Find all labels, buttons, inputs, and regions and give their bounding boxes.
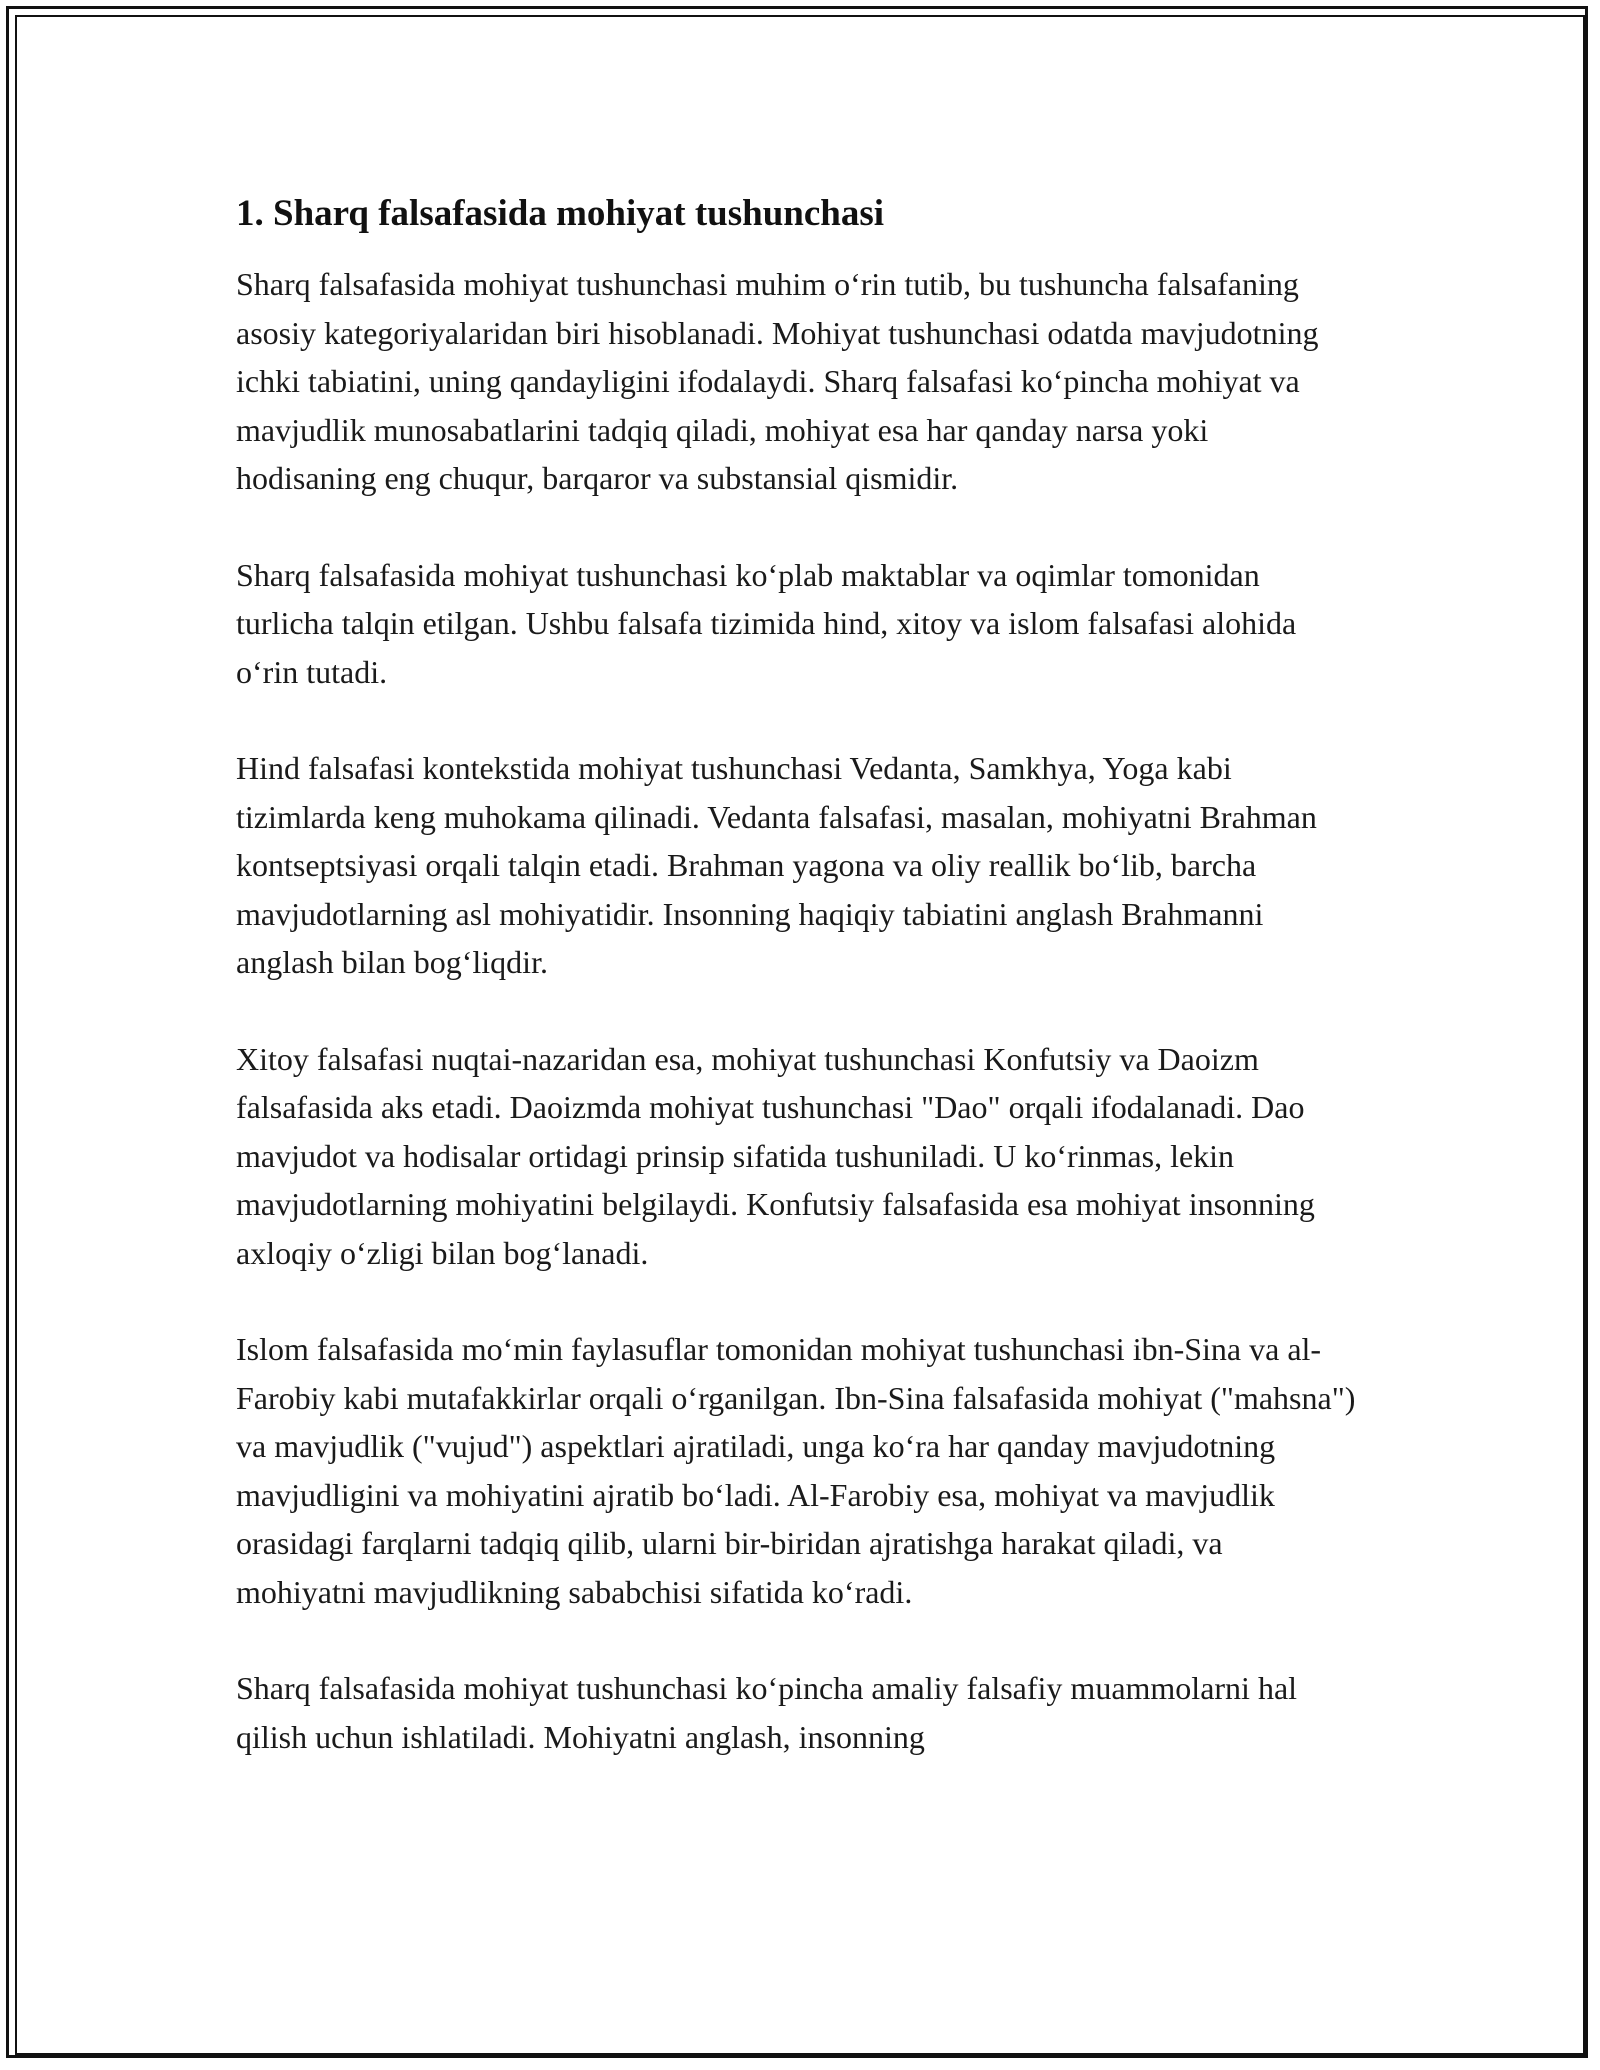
paragraph-indian: Hind falsafasi kontekstida mohiyat tushunchasi Vedanta, Samkhya, Yoga kabi tizimlarda keng muhokama qilinadi. Vedanta falsafasi, masalan, mohiyatni Brahman kontseptsiyasi orqali talqin etadi. Brahman yagona va oliy reallik bo‘lib, barcha mavjudotlarning asl mohiyatidir. Insonning haqiqiy tabiatini anglash Brahmanni anglash bilan bog‘liqdir. <box>236 750 1317 980</box>
paragraph-chinese: Xitoy falsafasi nuqtai-nazaridan esa, mohiyat tushunchasi Konfutsiy va Daoizm falsafasida aks etadi. Daoizmda mohiyat tushunchasi "Dao" orqali ifodalanadi. Dao mavjudot va hodisalar ortidagi prinsip sifatida tushuniladi. U ko‘rinmas, lekin mavjudotlarning mohiyatini belgilaydi. Konfutsiy falsafasida esa mohiyat insonning axloqiy o‘zligi bilan bog‘lanadi. <box>236 1040 1315 1271</box>
paragraph-schools: Sharq falsafasida mohiyat tushunchasi ko‘plab maktablar va oqimlar tomonidan turlicha talqin etilgan. Ushbu falsafa tizimida hind, xitoy va islom falsafasi alohida o‘rin tutadi. <box>236 556 1297 690</box>
document-body <box>236 188 1356 1809</box>
paragraph-islamic: Islom falsafasida mo‘min faylasuflar tomonidan mohiyat tushunchasi ibn-Sina va al-Farobiy kabi mutafakkirlar orqali o‘rganilgan. Ibn-Sina falsafasida mohiyat ("mahsna") va mavjudlik ("vujud") aspektlari ajratiladi, unga ko‘ra har qanday mavjudotning mavjudligini va mohiyatini ajratib bo‘ladi. Al-Farobiy esa, mohiyat va mavjudlik orasidagi farqlarni tadqiq qilib, ularni bir-biridan ajratishga harakat qiladi, va mohiyatni mavjudlikning sababchisi sifatida ko‘radi. <box>236 1331 1356 1610</box>
paragraph-practical: Sharq falsafasida mohiyat tushunchasi ko‘pincha amaliy falsafiy muammolarni hal qilish uchun ishlatiladi. Mohiyatni anglash, insonning <box>236 1670 1298 1755</box>
paragraph-intro: Sharq falsafasida mohiyat tushunchasi muhim o‘rin tutib, bu tushuncha falsafaning asosiy kategoriyalaridan biri hisoblanadi. Mohiyat tushunchasi odatda mavjudotning ichki tabiatini, uning qandayligini ifodalaydi. Sharq falsafasi ko‘pincha mohiyat va mavjudlik munosabatlarini tadqiq qiladi, mohiyat esa har qanday narsa yoki hodisaning eng chuqur, barqaror va substansial qismidir. <box>236 266 1319 496</box>
section-heading: 1. Sharq falsafasida mohiyat tushunchasi <box>236 193 885 234</box>
